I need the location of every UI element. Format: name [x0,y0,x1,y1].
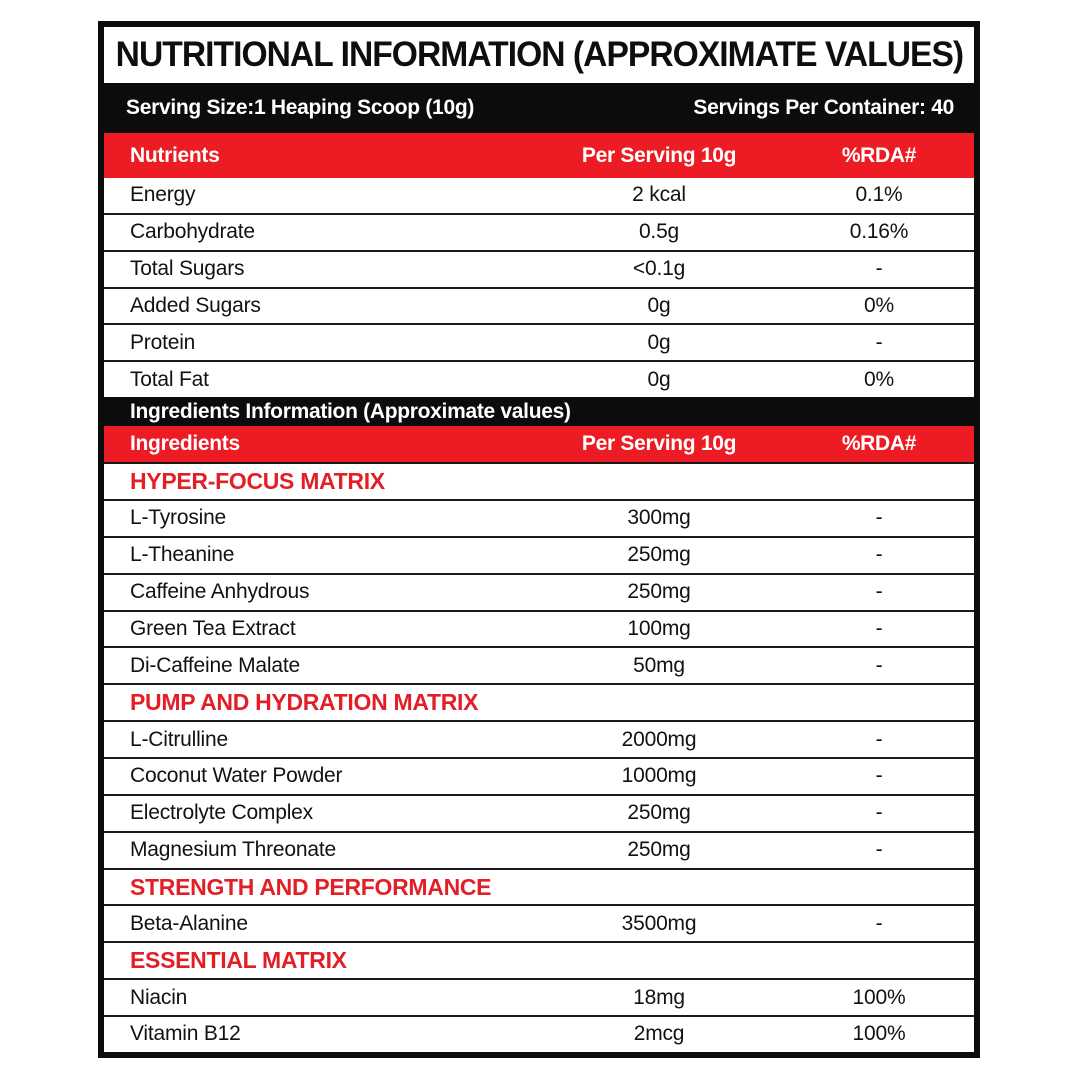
row-rda: - [875,727,883,751]
row-label: Niacin [130,985,188,1009]
row-per-serving: 250mg [627,838,691,862]
row-rda: - [875,617,883,641]
table-row [104,573,974,610]
table-row [104,646,974,683]
table-row [104,499,974,536]
table-row [104,287,974,324]
section-title-row [104,462,974,499]
row-per-serving: 0g [647,367,671,391]
row-per-serving: <0.1g [632,257,686,281]
row-label: Protein [130,330,196,354]
row-rda: 0.1% [855,183,903,207]
section-title: STRENGTH AND PERFORMANCE [130,873,492,900]
row-rda: 0.16% [849,220,909,244]
nutrients-header-row [104,133,974,178]
row-label: Magnesium Threonate [130,838,336,862]
table-row [104,831,974,868]
table-row [104,250,974,287]
ingredients-header-rda: %RDA# [841,432,917,456]
row-per-serving: 250mg [627,801,691,825]
row-label: L-Theanine [130,543,235,567]
row-per-serving: 2 kcal [632,183,686,207]
row-per-serving: 250mg [627,543,691,567]
nutrition-label-panel [98,21,980,1058]
row-label: Green Tea Extract [130,617,296,641]
nutrients-header-rda: %RDA# [841,143,917,167]
ingredients-header-row [104,426,974,462]
row-rda: - [875,911,883,935]
ingredients-header-label: Ingredients [130,432,240,456]
row-label: Vitamin B12 [130,1022,241,1046]
row-label: Energy [130,183,196,207]
row-label: Total Sugars [130,257,245,281]
row-per-serving: 50mg [633,653,685,677]
section-title: ESSENTIAL MATRIX [130,947,347,974]
nutrients-header-per-serving: Per Serving 10g [581,143,737,167]
servings-per-container-text: Servings Per Container: 40 [693,96,954,119]
table-row [104,1015,974,1052]
table-row [104,757,974,794]
table-row [104,536,974,573]
nutrients-header-label: Nutrients [130,143,220,167]
ingredients-info-bar [104,397,974,426]
row-rda: - [875,653,883,677]
row-rda: - [875,543,883,567]
row-per-serving: 1000mg [621,764,697,788]
table-row [104,904,974,941]
row-per-serving: 300mg [627,506,691,530]
row-rda: - [875,801,883,825]
row-label: Beta-Alanine [130,911,248,935]
section-title-row [104,683,974,720]
row-per-serving: 250mg [627,580,691,604]
row-rda: 0% [864,367,894,391]
row-rda: 100% [852,1022,906,1046]
table-row [104,213,974,250]
section-title-row [104,868,974,905]
table-row [104,360,974,397]
ingredients-header-per-serving: Per Serving 10g [581,432,737,456]
row-per-serving: 0g [647,330,671,354]
row-label: Di-Caffeine Malate [130,653,300,677]
row-per-serving: 3500mg [621,911,697,935]
row-label: Added Sugars [130,294,261,317]
row-label: L-Citrulline [130,727,228,751]
row-per-serving: 2000mg [621,727,697,751]
table-row [104,720,974,757]
table-row [104,178,974,213]
row-label: Caffeine Anhydrous [130,580,310,604]
label-title-row [104,27,974,83]
row-label: Carbohydrate [130,220,255,244]
table-row [104,978,974,1015]
row-rda: 100% [852,985,906,1009]
section-title: HYPER-FOCUS MATRIX [130,468,385,495]
row-rda: - [875,838,883,862]
row-rda: - [875,764,883,788]
row-per-serving: 100mg [627,617,691,641]
serving-size-text: Serving Size:1 Heaping Scoop (10g) [126,96,475,119]
row-label: Total Fat [130,367,209,391]
section-title-row [104,941,974,978]
row-rda: - [875,257,883,281]
serving-info-bar [104,83,974,133]
row-per-serving: 0g [647,294,671,317]
row-label: L-Tyrosine [130,506,227,530]
row-per-serving: 18mg [633,985,685,1009]
row-per-serving: 0.5g [638,220,680,244]
row-label: Coconut Water Powder [130,764,343,788]
table-row [104,610,974,647]
ingredients-info-text: Ingredients Information (Approximate values) [130,399,571,423]
row-rda: 0% [864,294,894,317]
table-row [104,323,974,360]
row-rda: - [875,330,883,354]
page-title: NUTRITIONAL INFORMATION (APPROXIMATE VALUES) [115,35,963,74]
section-title: PUMP AND HYDRATION MATRIX [130,689,479,716]
table-row [104,794,974,831]
row-label: Electrolyte Complex [130,801,313,825]
row-per-serving: 2mcg [633,1022,685,1046]
row-rda: - [875,506,883,530]
row-rda: - [875,580,883,604]
